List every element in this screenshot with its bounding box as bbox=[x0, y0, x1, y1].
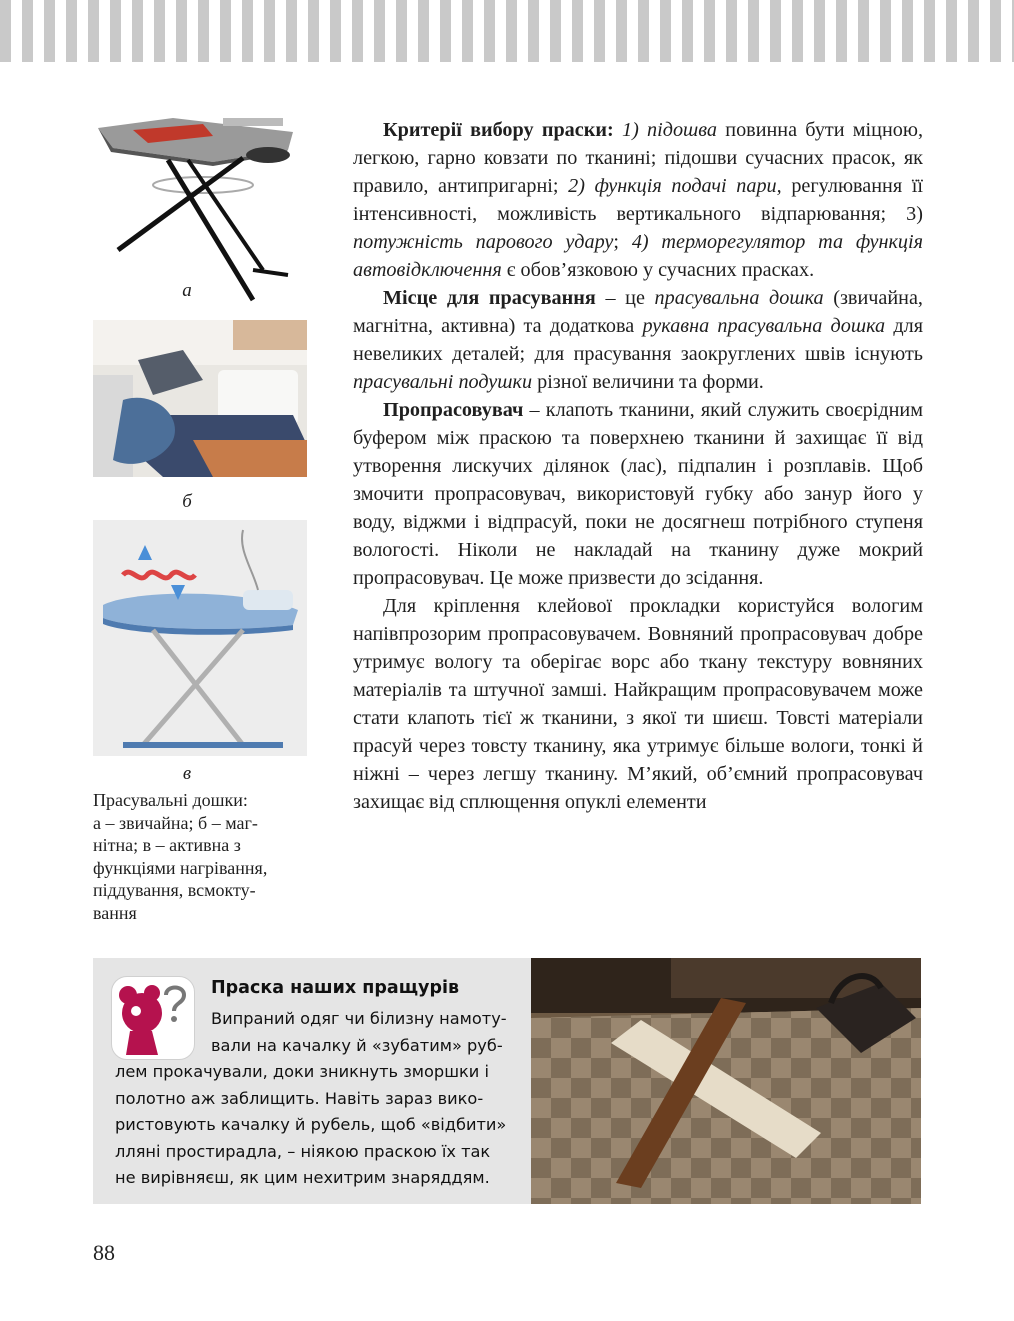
emphasis: 4) терморегулятор та функція автовідключення bbox=[353, 231, 924, 281]
caption-line: нітна; в – активна з bbox=[93, 835, 241, 855]
info-line: вали на качалку й «зубатим» руб- bbox=[211, 1035, 503, 1055]
emphasis: рукавна прасувальна дошка bbox=[642, 315, 886, 337]
page-number: 88 bbox=[93, 1240, 115, 1265]
paragraph-interfacing bbox=[353, 592, 923, 816]
text-run: (звичайна, магнітна, активна) та додаткова bbox=[353, 287, 923, 337]
emphasis: 2) функція подачі пари, bbox=[568, 175, 782, 197]
info-line: не вирівняєш, як цим нехитрим знаряддям. bbox=[115, 1168, 490, 1187]
ironing-board-photo-v bbox=[93, 520, 307, 756]
caption-line: а – звичайна; б – маг- bbox=[93, 812, 258, 833]
term: Місце для прасування bbox=[383, 287, 596, 309]
caption-line: Прасувальні дошки: bbox=[93, 790, 248, 810]
info-box-text bbox=[115, 1006, 530, 1192]
text-run: є обов’язковою у сучасних прасках. bbox=[501, 259, 815, 281]
term: Критерії вибору праски: bbox=[383, 119, 614, 141]
info-line: лем прокачували, доки зникнуть зморшки і bbox=[115, 1062, 489, 1081]
text-run: – це bbox=[595, 287, 655, 309]
text-run: – клапоть тканини, який служить своєрідним буфером між праскою та поверхнею тканини й захищає її від утворення лискучих ділянок (лас), підпалин і розплавів. Щоб змочити пропрасовувач, використовуй губку або занур його у воду, віджми і відпрасуй, поки не досягнеш потрібного ступеня вологості. Ніколи не накладай на тканину дуже мокрий пропрасовувач. Це може призвести до зсідання. bbox=[353, 399, 923, 589]
emphasis: прасувальні подушки bbox=[353, 371, 533, 393]
ironing-board-photo-a bbox=[93, 110, 310, 305]
info-line: лляні простирадла, – ніякою праскою їх так bbox=[115, 1141, 491, 1161]
paragraph-pressing-cloth bbox=[353, 396, 923, 592]
caption-line: функціями нагрівання, bbox=[93, 857, 268, 878]
info-box bbox=[93, 958, 921, 1204]
text-run bbox=[614, 119, 622, 141]
caption-line: піддування, всмокту- bbox=[93, 880, 256, 900]
figure-caption bbox=[93, 789, 310, 924]
text-run: різної величини та форми. bbox=[532, 371, 764, 393]
info-line: Випраний одяг чи білизну намоту- bbox=[211, 1009, 507, 1028]
text-run: регулювання її інтенсивності, можливість вертикального відпарювання; 3) bbox=[353, 175, 924, 225]
figure-label-a: а bbox=[182, 280, 192, 301]
text-run: ; bbox=[613, 231, 632, 253]
figure-label-v: в bbox=[182, 763, 192, 784]
emphasis: 1) підошва bbox=[621, 119, 718, 141]
main-text bbox=[353, 116, 923, 816]
caption-line: вання bbox=[93, 902, 137, 923]
figure-label-b: б bbox=[182, 491, 192, 512]
text-run: повинна бути міцною, легкою, гарно ковзати по тканині; підошви сучасних прасок, як правило, антипригарні; bbox=[353, 119, 923, 197]
ironing-board-photo-b bbox=[93, 320, 307, 477]
old-iron-tools-photo bbox=[531, 958, 921, 1204]
text-run: для невеликих деталей; для прасування заокруглених швів існують bbox=[353, 315, 923, 365]
info-line: полотно аж заблищить. Навіть зараз вико- bbox=[115, 1088, 484, 1108]
paragraph-iron-criteria bbox=[353, 116, 923, 284]
term: Пропрасовувач bbox=[383, 399, 524, 421]
emphasis: потужність парового удару bbox=[353, 231, 614, 253]
top-stripe-band bbox=[0, 0, 1014, 62]
paragraph-ironing-place bbox=[353, 284, 923, 396]
emphasis: прасувальна дошка bbox=[654, 287, 824, 309]
text-run: Для кріплення клейової прокладки користуйся вологим напівпрозорим пропрасовувачем. Вовняний пропрасовувач добре утримує вологу та оберігає ворс або ткану текстуру вовняних матеріалів та штучної замші. Найкращим пропрасовувачем може стати клапоть тієї ж тканини, з якої ти шиєш. Товсті матеріали прасуй через товсту тканину, яка утримує більше вологи, тонкі й ніжні – через легшу тканину. М’який, об’ємний пропрасовувач захищає від сплющення опуклі елементи bbox=[353, 595, 923, 813]
info-box-title: Праска наших пращурів bbox=[211, 978, 460, 998]
info-line: ристовують качалку й рубель, щоб «відбити» bbox=[115, 1115, 507, 1134]
